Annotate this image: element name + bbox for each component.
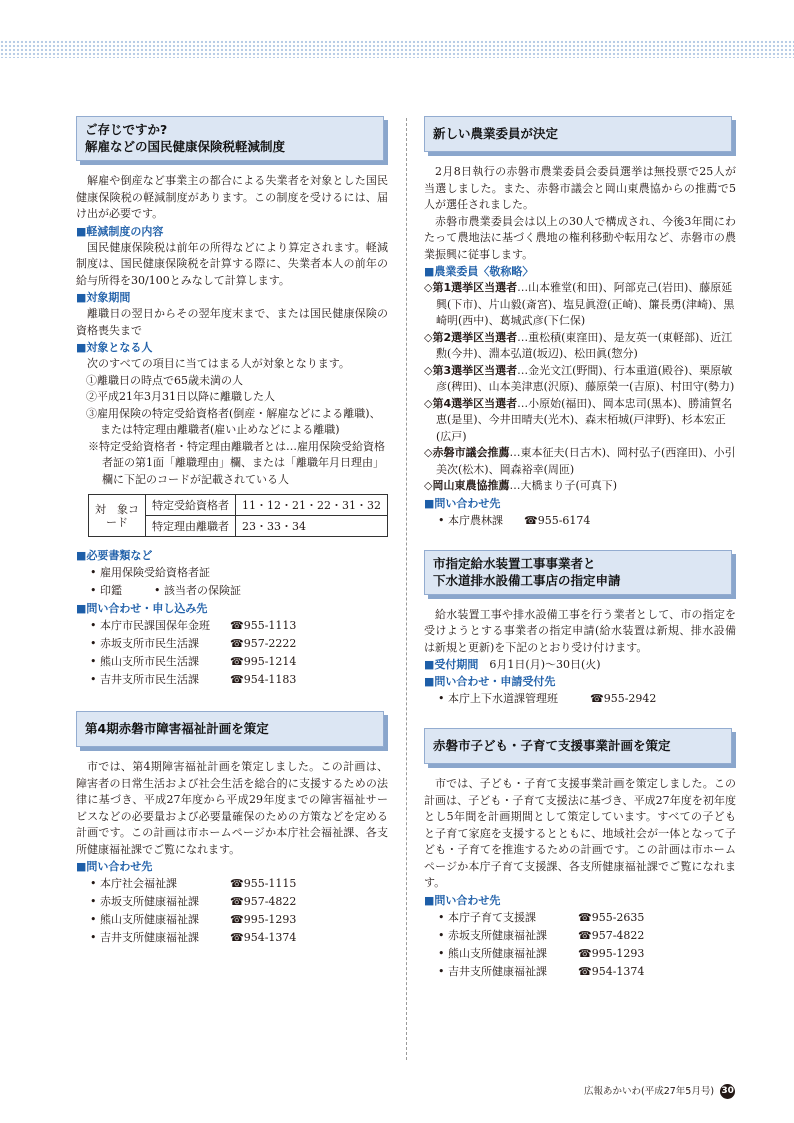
body-text: 給水装置工事や排水設備工事を行う業者として、市の指定を受けようとする事業者の指定申請(給水装置は新規、排水設備は新規と更新)を下記のとおり受け付けます。: [424, 607, 736, 654]
target-list: [76, 373, 388, 439]
section-kyusui: [424, 550, 736, 709]
list-item: • 印鑑 • 該当者の保険証: [90, 584, 241, 597]
content-text: 国民健康保険税は前年の所得などにより算定されます。軽減制度は、国民健康保険税を計算する際に、失業者本人の前年の給与所得を30/100とみなして計算します。: [76, 240, 388, 287]
table-cell: 23・33・34: [236, 516, 388, 537]
phone-number: ☎995-1293: [578, 946, 645, 960]
list-item: • 赤坂支所健康福祉課 ☎957-4822: [90, 893, 388, 911]
body-text: 市では、第4期障害福祉計画を策定しました。この計画は、障害者の日常生活および社会生活を総合的に支援するための法律に基づき、平成27年度から平成29年度までの障害福祉サービスなどの必要量および必要量確保のための方策などを定める計画です。この計画は市ホームページか本庁社会福祉課、各支所健康福祉課でご覧になれます。: [76, 760, 388, 856]
heading-line-2: 下水道排水設備工事店の指定申請: [433, 572, 621, 588]
phone-number: ☎957-4822: [578, 928, 645, 942]
left-column: [76, 116, 388, 947]
member-group: ◇第4選挙区当選者…小原始(福田)、岡本忠司(黒本)、勝浦賀名恵(是里)、今井田晴夫(光木)、森末栢城(戸津野)、杉本宏正(広戸): [424, 396, 733, 443]
list-item: • 熊山支所市民生活課 ☎995-1214: [90, 653, 388, 671]
list-item: • 本庁農林課 ☎955-6174: [438, 512, 736, 530]
list-item: • 本庁市民課国保年金班 ☎955-1113: [90, 617, 388, 635]
heading-line-2: 解雇などの国民健康保険税軽減制度: [85, 139, 286, 154]
member-group: ◇第1選挙区当選者…山本雅堂(和田)、阿部克己(岩田)、藤原延興(下市)、片山毅(斎宮)、塩見眞澄(正崎)、簾長勇(津崎)、黒崎明(西中)、葛城武彦(下仁保): [424, 281, 735, 327]
phone-number: ☎955-2942: [590, 692, 657, 705]
list-item: • 本庁子育て支援課 ☎955-2635: [438, 909, 736, 927]
subheading: ■問い合わせ先: [424, 496, 501, 510]
section-kodomo: [424, 728, 736, 981]
period-text: 離職日の翌日からその翌年度末まで、または国民健康保険の資格喪失まで: [76, 307, 388, 337]
member-group: ◇第2選挙区当選者…重松積(東窪田)、是友英一(東軽部)、近江勲(今井)、淵本弘道(坂辺)、松田眞(惣分): [424, 330, 733, 360]
list-item: ①離職日の時点で65歳未満の人: [86, 373, 243, 387]
subheading: ■問い合わせ先: [424, 893, 501, 907]
subheading: ■農業委員〈敬称略〉: [424, 265, 534, 278]
note-text: ※特定受給資格者・特定理由離職者とは…雇用保険受給資格者証の第1面「離職理由」欄、または「離職年月日理由」欄に下記のコードが記載されている人: [88, 439, 385, 486]
section-shogai: [76, 711, 388, 947]
section-heading: 赤磐市子ども・子育て支援事業計画を策定: [424, 728, 732, 764]
footer-text: 広報あかいわ(平成27年5月号): [584, 1086, 715, 1097]
phone-number: ☎955-1115: [230, 877, 297, 890]
list-item: • 雇用保険受給資格者証: [90, 566, 210, 579]
list-item: • 吉井支所健康福祉課 ☎954-1374: [90, 929, 388, 947]
page-number: 30: [720, 1084, 735, 1099]
contact-list: [76, 617, 388, 689]
member-group: ◇第3選挙区当選者…金光文江(野間)、行本重道(殿谷)、栗原敏彦(稗田)、山本美津恵(沢原)、藤原榮一(吉原)、村田守(勢力): [424, 363, 735, 393]
list-item: • 熊山支所健康福祉課 ☎995-1293: [90, 911, 388, 929]
subheading: ■対象期間: [76, 291, 131, 304]
list-item: ②平成21年3月31日以降に離職した人: [86, 390, 275, 403]
section-heading: [76, 116, 384, 161]
column-divider: [406, 118, 407, 1060]
contact-list: [424, 690, 736, 708]
body-text: 赤磐市農業委員会は以上の30人で構成され、今後3年間にわたって農地法に基づく農地の権利移動や転用など、赤磐市の農業振興に従事します。: [424, 214, 736, 261]
intro-text: 解雇や倒産など事業主の都合による失業者を対象とした国民健康保険税の軽減制度があります。この制度を受けるには、届け出が必要です。: [76, 174, 388, 220]
body-text: 2月8日執行の赤磐市農業委員会委員選挙は無投票で25人が当選しました。また、赤磐市議会と岡山東農協からの推薦で5人が選任されました。: [424, 165, 736, 211]
right-column: [424, 116, 736, 981]
table-cell: 特定理由離職者: [146, 516, 236, 537]
list-item: • 吉井支所健康福祉課 ☎954-1374: [438, 963, 736, 981]
table-cell: 11・12・21・22・31・32: [236, 495, 388, 516]
subheading: ■受付期間 6月1日(月)～30日(火): [424, 658, 601, 671]
table-header-cell: 対 象コード: [89, 495, 146, 537]
list-item: • 吉井支所市民生活課 ☎954-1183: [90, 671, 388, 689]
subheading: ■対象となる人: [76, 341, 153, 354]
subheading: ■問い合わせ・申請受付先: [424, 675, 556, 688]
subheading: ■軽減制度の内容: [76, 224, 164, 238]
list-item: • 本庁社会福祉課 ☎955-1115: [90, 875, 388, 893]
docs-list: [76, 564, 388, 600]
phone-number: ☎954-1183: [230, 673, 297, 686]
subheading: ■問い合わせ先: [76, 860, 153, 873]
contact-list: [424, 512, 736, 530]
subheading: ■問い合わせ・申し込み先: [76, 602, 208, 615]
member-group: ◇赤磐市議会推薦…東本征夫(日古木)、岡村弘子(西窪田)、小引美次(松木)、岡森裕幸(周匝): [424, 446, 736, 476]
dotted-banner: [0, 40, 794, 58]
member-group: ◇岡山東農協推薦…大橋まり子(可真下): [424, 479, 618, 492]
subheading: ■必要書類など: [76, 549, 153, 562]
section-nogyo: [424, 116, 736, 530]
section-heading: 第4期赤磐市障害福祉計画を策定: [76, 711, 384, 747]
section-heading: [424, 550, 732, 595]
section-heading: 新しい農業委員が決定: [424, 116, 732, 152]
phone-number: ☎955-2635: [578, 910, 645, 924]
body-text: 市では、子ども・子育て支援事業計画を策定しました。この計画は、子ども・子育て支援法に基づき、平成27年度を初年度とし5年間を計画期間として策定しています。すべての子どもと子育て家庭を支援するとともに、地域社会が一体となって子ども・子育てを推進するための計画です。この計画は市ホームページか本庁子育て支援課、各支所健康福祉課でご覧になれます。: [424, 777, 736, 889]
page-footer: [584, 1083, 735, 1099]
list-item: ③雇用保険の特定受給資格者(倒産・解雇などによる離職)、または特定理由離職者(雇い止めなどによる離職): [86, 406, 381, 436]
contact-list: [424, 909, 736, 981]
section-kokuho: [76, 116, 388, 689]
heading-line-1: ご存じですか?: [85, 122, 168, 137]
phone-number: ☎955-6174: [524, 513, 591, 527]
list-item: • 赤坂支所市民生活課 ☎957-2222: [90, 635, 388, 653]
table-cell: 特定受給資格者: [146, 495, 236, 516]
phone-number: ☎954-1374: [578, 964, 645, 978]
phone-number: ☎954-1374: [230, 931, 297, 944]
list-item: • 赤坂支所健康福祉課 ☎957-4822: [438, 927, 736, 945]
phone-number: ☎995-1293: [230, 913, 297, 926]
list-item: • 本庁上下水道課管理班 ☎955-2942: [438, 690, 736, 708]
contact-list: [76, 875, 388, 947]
list-item: • 熊山支所健康福祉課 ☎995-1293: [438, 945, 736, 963]
phone-number: ☎957-2222: [230, 637, 297, 650]
heading-line-1: 市指定給水装置工事事業者と: [433, 555, 596, 571]
target-intro: 次のすべての項目に当てはまる人が対象となります。: [87, 357, 350, 370]
phone-number: ☎955-1113: [230, 619, 297, 632]
phone-number: ☎995-1214: [230, 655, 297, 668]
phone-number: ☎957-4822: [230, 895, 297, 908]
code-table: [88, 494, 388, 537]
